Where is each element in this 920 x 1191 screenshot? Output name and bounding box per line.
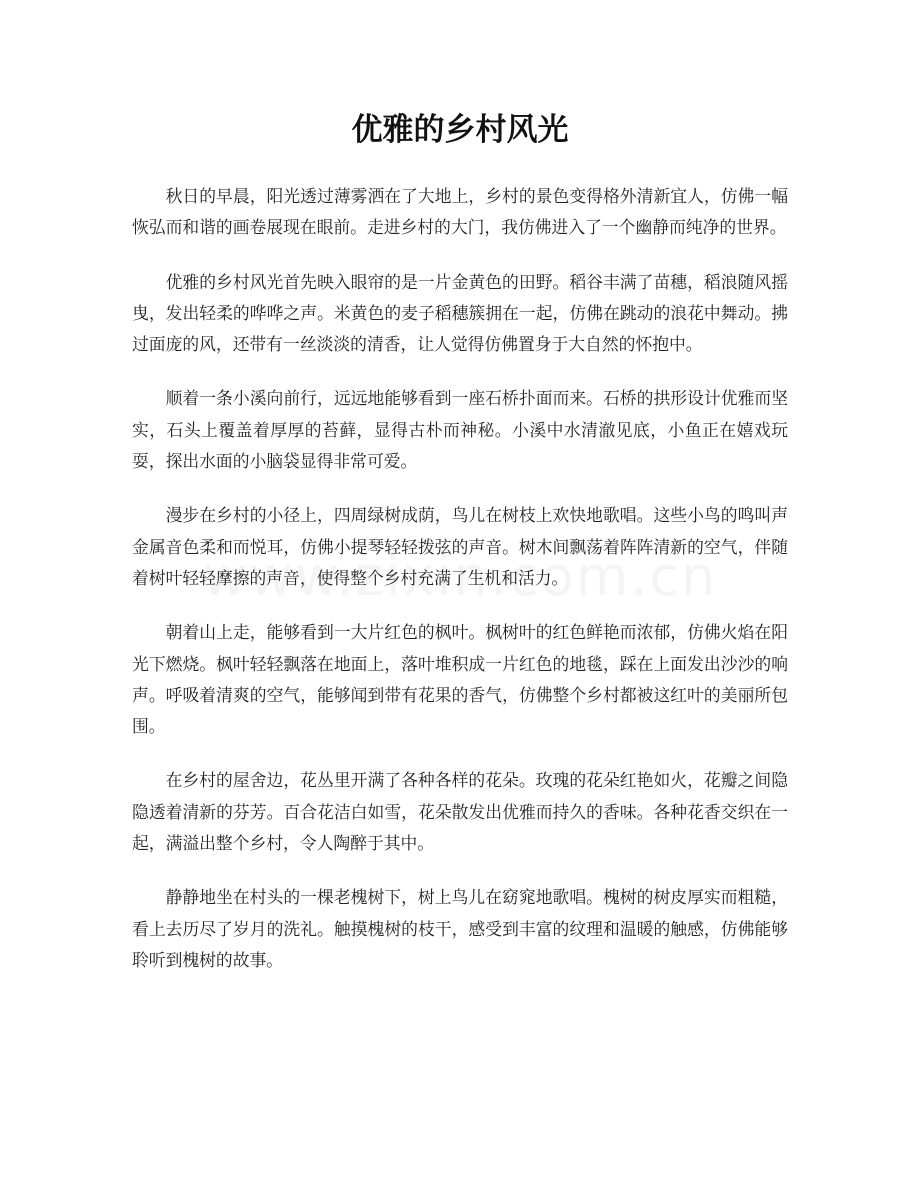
document-body <box>132 181 788 999</box>
document-title: 优雅的乡村风光 <box>351 112 569 148</box>
paragraph: 漫步在乡村的小径上，四周绿树成荫，鸟儿在树枝上欢快地歌唱。这些小鸟的鸣叫声金属音色柔和而悦耳，仿佛小提琴轻轻拨弦的声音。树木间飘荡着阵阵清新的空气，伴随着树叶轻轻摩擦的声音，使得整个乡村充满了生机和活力。 <box>132 505 788 588</box>
paragraph: 顺着一条小溪向前行，远远地能够看到一座石桥扑面而来。石桥的拱形设计优雅而坚实，石头上覆盖着厚厚的苔藓，显得古朴而神秘。小溪中水清澈见底，小鱼正在嬉戏玩耍，探出水面的小脑袋显得非常可爱。 <box>132 388 788 472</box>
paragraph: 优雅的乡村风光首先映入眼帘的是一片金黄色的田野。稻谷丰满了苗穗，稻浪随风摇曳，发出轻柔的哗哗之声。米黄色的麦子稻穗簇拥在一起，仿佛在跳动的浪花中舞动。拂过面庞的风，还带有一丝淡淡的清香，让人觉得仿佛置身于大自然的怀抱中。 <box>132 271 788 355</box>
paragraph: 朝着山上走，能够看到一大片红色的枫叶。枫树叶的红色鲜艳而浓郁，仿佛火焰在阳光下燃烧。枫叶轻轻飘落在地面上，落叶堆积成一片红色的地毯，踩在上面发出沙沙的响声。呼吸着清爽的空气，能够闻到带有花果的香气，仿佛整个乡村都被这红叶的美丽所包围。 <box>132 622 788 737</box>
paragraph: 静静地坐在村头的一棵老槐树下，树上鸟儿在窈窕地歌唱。槐树的树皮厚实而粗糙，看上去历尽了岁月的洗礼。触摸槐树的枝干，感受到丰富的纹理和温暖的触感，仿佛能够聆听到槐树的故事。 <box>132 887 788 970</box>
paragraph: 在乡村的屋舍边，花丛里开满了各种各样的花朵。玫瑰的花朵红艳如火，花瓣之间隐隐透着清新的芬芳。百合花洁白如雪，花朵散发出优雅而持久的香味。各种花香交织在一起，满溢出整个乡村，令人陶醉于其中。 <box>132 770 788 854</box>
paragraph: 秋日的早晨，阳光透过薄雾洒在了大地上，乡村的景色变得格外清新宜人，仿佛一幅恢弘而和谐的画卷展现在眼前。走进乡村的大门，我仿佛进入了一个幽静而纯净的世界。 <box>132 186 788 238</box>
